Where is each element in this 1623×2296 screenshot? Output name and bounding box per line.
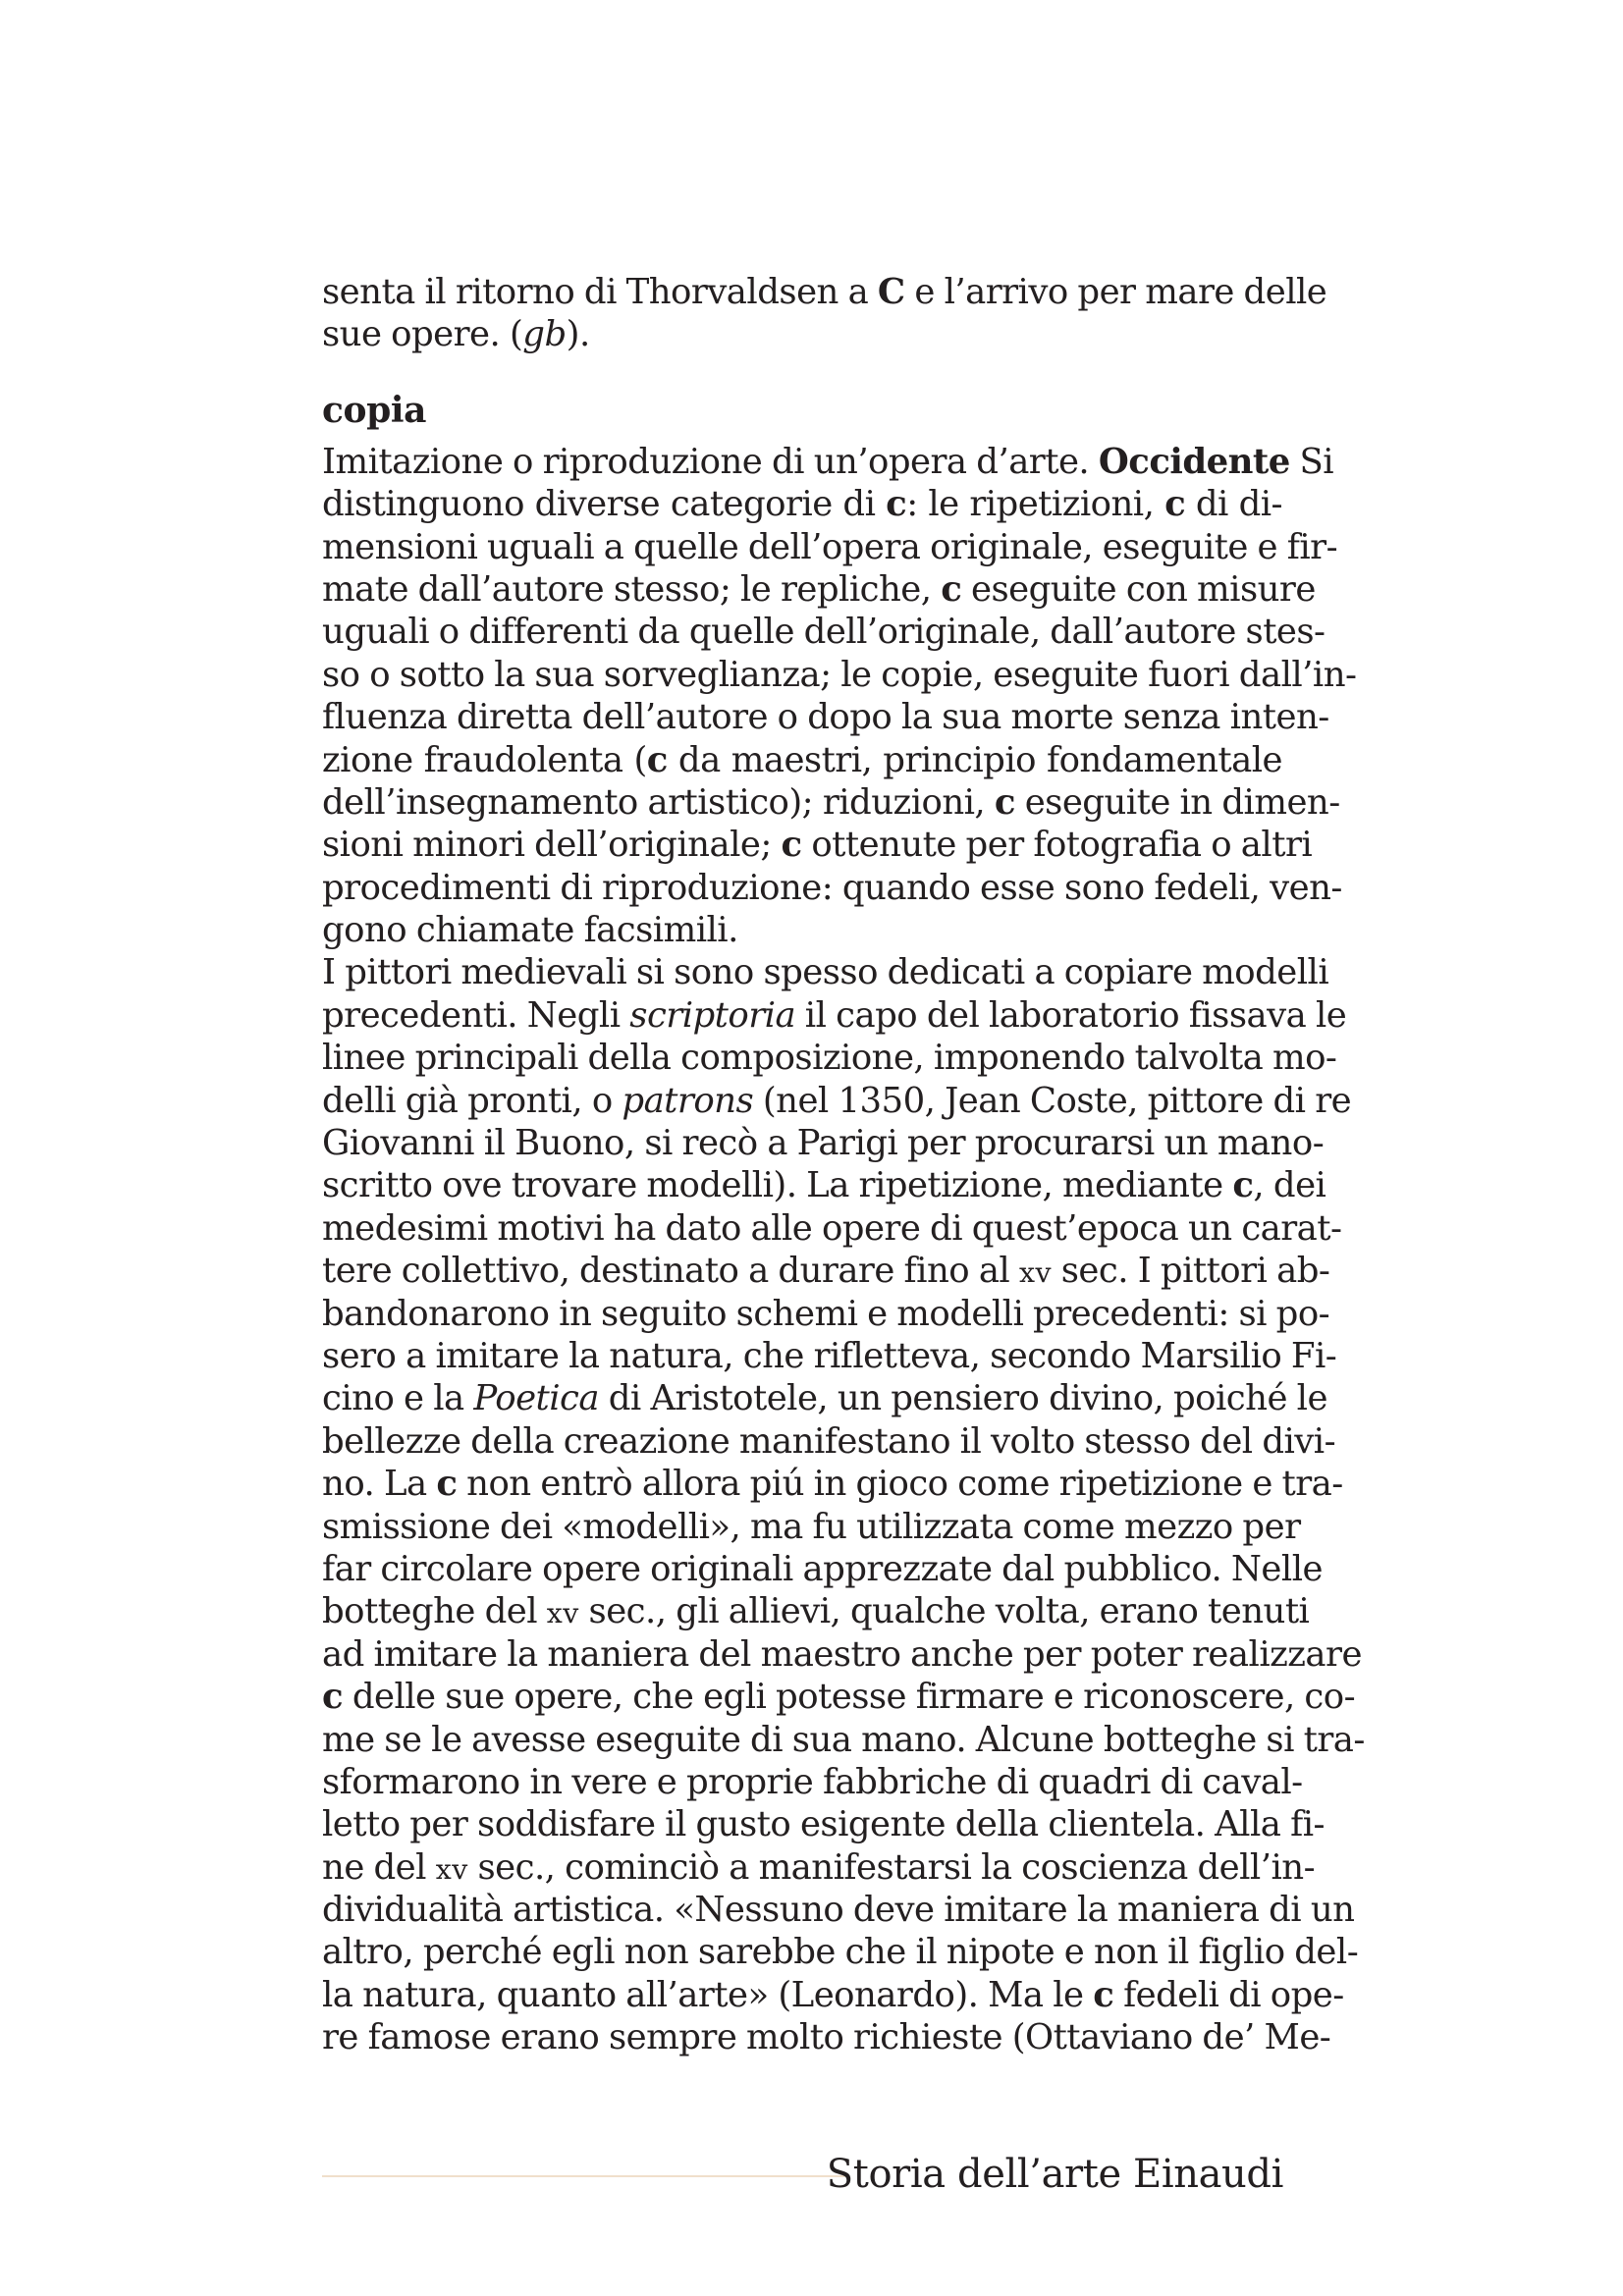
text-line bbox=[322, 1037, 1337, 1079]
line-text: medesimi motivi ha dato alle opere di quest’epoca un carat- bbox=[322, 1207, 1342, 1249]
text-line bbox=[322, 1420, 1336, 1463]
footer-title: Storia dell’arte Einaudi bbox=[826, 2152, 1283, 2197]
text-line bbox=[322, 611, 1325, 653]
line-text: gono chiamate facsimili. bbox=[322, 910, 738, 951]
line-text: linee principali della composizione, imponendo talvolta mo- bbox=[322, 1038, 1337, 1079]
text-line bbox=[322, 2016, 1331, 2058]
text-line bbox=[322, 1207, 1342, 1250]
text-line bbox=[322, 271, 1327, 313]
line-text: scritto ove trovare modelli). La ripetizione, mediante c, dei bbox=[322, 1165, 1326, 1206]
text-line bbox=[322, 1463, 1343, 1505]
line-text: zione fraudolenta (c da maestri, principio fondamentale bbox=[322, 739, 1282, 780]
line-text: Imitazione o riproduzione di un’opera d’arte. Occidente Si bbox=[322, 441, 1334, 482]
text-line bbox=[322, 1846, 1316, 1889]
footer-divider bbox=[322, 2175, 848, 2177]
line-text: ad imitare la maniera del maestro anche per poter realizzare bbox=[322, 1633, 1362, 1675]
line-text: Giovanni il Buono, si recò a Parigi per procurarsi un mano- bbox=[322, 1123, 1325, 1164]
text-line bbox=[322, 1719, 1365, 1761]
line-text: altro, perché egli non sarebbe che il nipote e non il figlio del- bbox=[322, 1932, 1359, 1973]
text-line bbox=[322, 1590, 1310, 1632]
line-text: procedimenti di riproduzione: quando esse sono fedeli, ven- bbox=[322, 867, 1342, 908]
line-text: mate dall’autore stesso; le repliche, c eseguite con misure bbox=[322, 568, 1316, 610]
line-text: so o sotto la sua sorveglianza; le copie, eseguite fuori dall’in- bbox=[322, 654, 1357, 695]
text-line bbox=[322, 1676, 1356, 1718]
previous-entry-tail bbox=[322, 271, 1327, 356]
line-text: delli già pronti, o patrons (nel 1350, Jean Coste, pittore di re bbox=[322, 1080, 1352, 1121]
text-line bbox=[322, 1506, 1301, 1548]
line-text: c delle sue opere, che egli potesse firmare e riconoscere, co- bbox=[322, 1677, 1356, 1718]
text-line bbox=[322, 781, 1340, 824]
text-line bbox=[322, 994, 1347, 1037]
text-line bbox=[322, 441, 1334, 483]
text-line bbox=[322, 1889, 1355, 1931]
text-line bbox=[322, 568, 1316, 611]
line-text: sue opere. (gb). bbox=[322, 314, 590, 355]
line-text: smissione dei «modelli», ma fu utilizzata come mezzo per bbox=[322, 1506, 1301, 1547]
text-line bbox=[322, 696, 1329, 738]
line-text: botteghe del xv sec., gli allievi, qualche volta, erano tenuti bbox=[322, 1591, 1310, 1632]
line-text: I pittori medievali si sono spesso dedicati a copiare modelli bbox=[322, 952, 1329, 993]
text-line bbox=[322, 1548, 1323, 1590]
text-line bbox=[322, 739, 1282, 781]
text-line bbox=[322, 483, 1282, 525]
text-line bbox=[322, 1931, 1359, 1973]
text-line bbox=[322, 526, 1338, 568]
line-text: far circolare opere originali apprezzate dal pubblico. Nelle bbox=[322, 1548, 1323, 1589]
text-line bbox=[322, 654, 1357, 696]
text-line bbox=[322, 1080, 1352, 1122]
line-text: tere collettivo, destinato a durare fino al xv sec. I pittori ab- bbox=[322, 1251, 1330, 1292]
text-line bbox=[322, 313, 1282, 355]
line-text: dividualità artistica. «Nessuno deve imitare la maniera di un bbox=[322, 1890, 1355, 1931]
line-text: uguali o differenti da quelle dell’originale, dall’autore stes- bbox=[322, 612, 1325, 653]
line-text: precedenti. Negli scriptoria il capo del laboratorio fissava le bbox=[322, 994, 1347, 1036]
line-text: cino e la Poetica di Aristotele, un pensiero divino, poiché le bbox=[322, 1378, 1327, 1419]
text-line bbox=[322, 1803, 1325, 1845]
text-line bbox=[322, 1335, 1337, 1377]
line-text: fluenza diretta dell’autore o dopo la sua morte senza inten- bbox=[322, 697, 1329, 738]
text-line bbox=[322, 1377, 1327, 1419]
line-text: bellezze della creazione manifestano il volto stesso del divi- bbox=[322, 1420, 1336, 1462]
text-line bbox=[322, 867, 1342, 909]
line-text: la natura, quanto all’arte» (Leonardo). Ma le c fedeli di ope- bbox=[322, 1974, 1344, 2015]
line-text: dell’insegnamento artistico); riduzioni, c eseguite in dimen- bbox=[322, 781, 1340, 823]
text-line bbox=[322, 824, 1313, 866]
line-text: sformarono in vere e proprie fabbriche di quadri di caval- bbox=[322, 1761, 1303, 1802]
line-text: mensioni uguali a quelle dell’opera originale, eseguite e fir- bbox=[322, 526, 1338, 567]
entry-body bbox=[322, 441, 1365, 2059]
text-line bbox=[322, 1761, 1303, 1803]
text-line bbox=[322, 1633, 1362, 1676]
text-line bbox=[322, 1293, 1330, 1335]
line-text: me se le avesse eseguite di sua mano. Alcune botteghe si tra- bbox=[322, 1719, 1365, 1760]
line-text: bandonarono in seguito schemi e modelli precedenti: si po- bbox=[322, 1293, 1330, 1334]
line-text: distinguono diverse categorie di c: le ripetizioni, c di di- bbox=[322, 484, 1282, 525]
line-text: senta il ritorno di Thorvaldsen a C e l’arrivo per mare delle bbox=[322, 272, 1327, 312]
entry-title: copia bbox=[322, 389, 427, 431]
text-line bbox=[322, 1974, 1344, 2016]
text-line bbox=[322, 1122, 1325, 1164]
line-text: no. La c non entrò allora piú in gioco come ripetizione e tra- bbox=[322, 1464, 1343, 1505]
text-line bbox=[322, 1250, 1330, 1292]
text-line bbox=[322, 951, 1329, 993]
line-text: sioni minori dell’originale; c ottenute per fotografia o altri bbox=[322, 825, 1313, 866]
line-text: ne del xv sec., cominciò a manifestarsi la coscienza dell’in- bbox=[322, 1846, 1316, 1888]
line-text: letto per soddisfare il gusto esigente della clientela. Alla fi- bbox=[322, 1804, 1325, 1845]
text-line bbox=[322, 1164, 1326, 1206]
page-body bbox=[322, 271, 1365, 2059]
line-text: re famose erano sempre molto richieste (Ottaviano de’ Me- bbox=[322, 2017, 1331, 2058]
text-line bbox=[322, 909, 1282, 951]
line-text: sero a imitare la natura, che rifletteva, secondo Marsilio Fi- bbox=[322, 1335, 1337, 1376]
